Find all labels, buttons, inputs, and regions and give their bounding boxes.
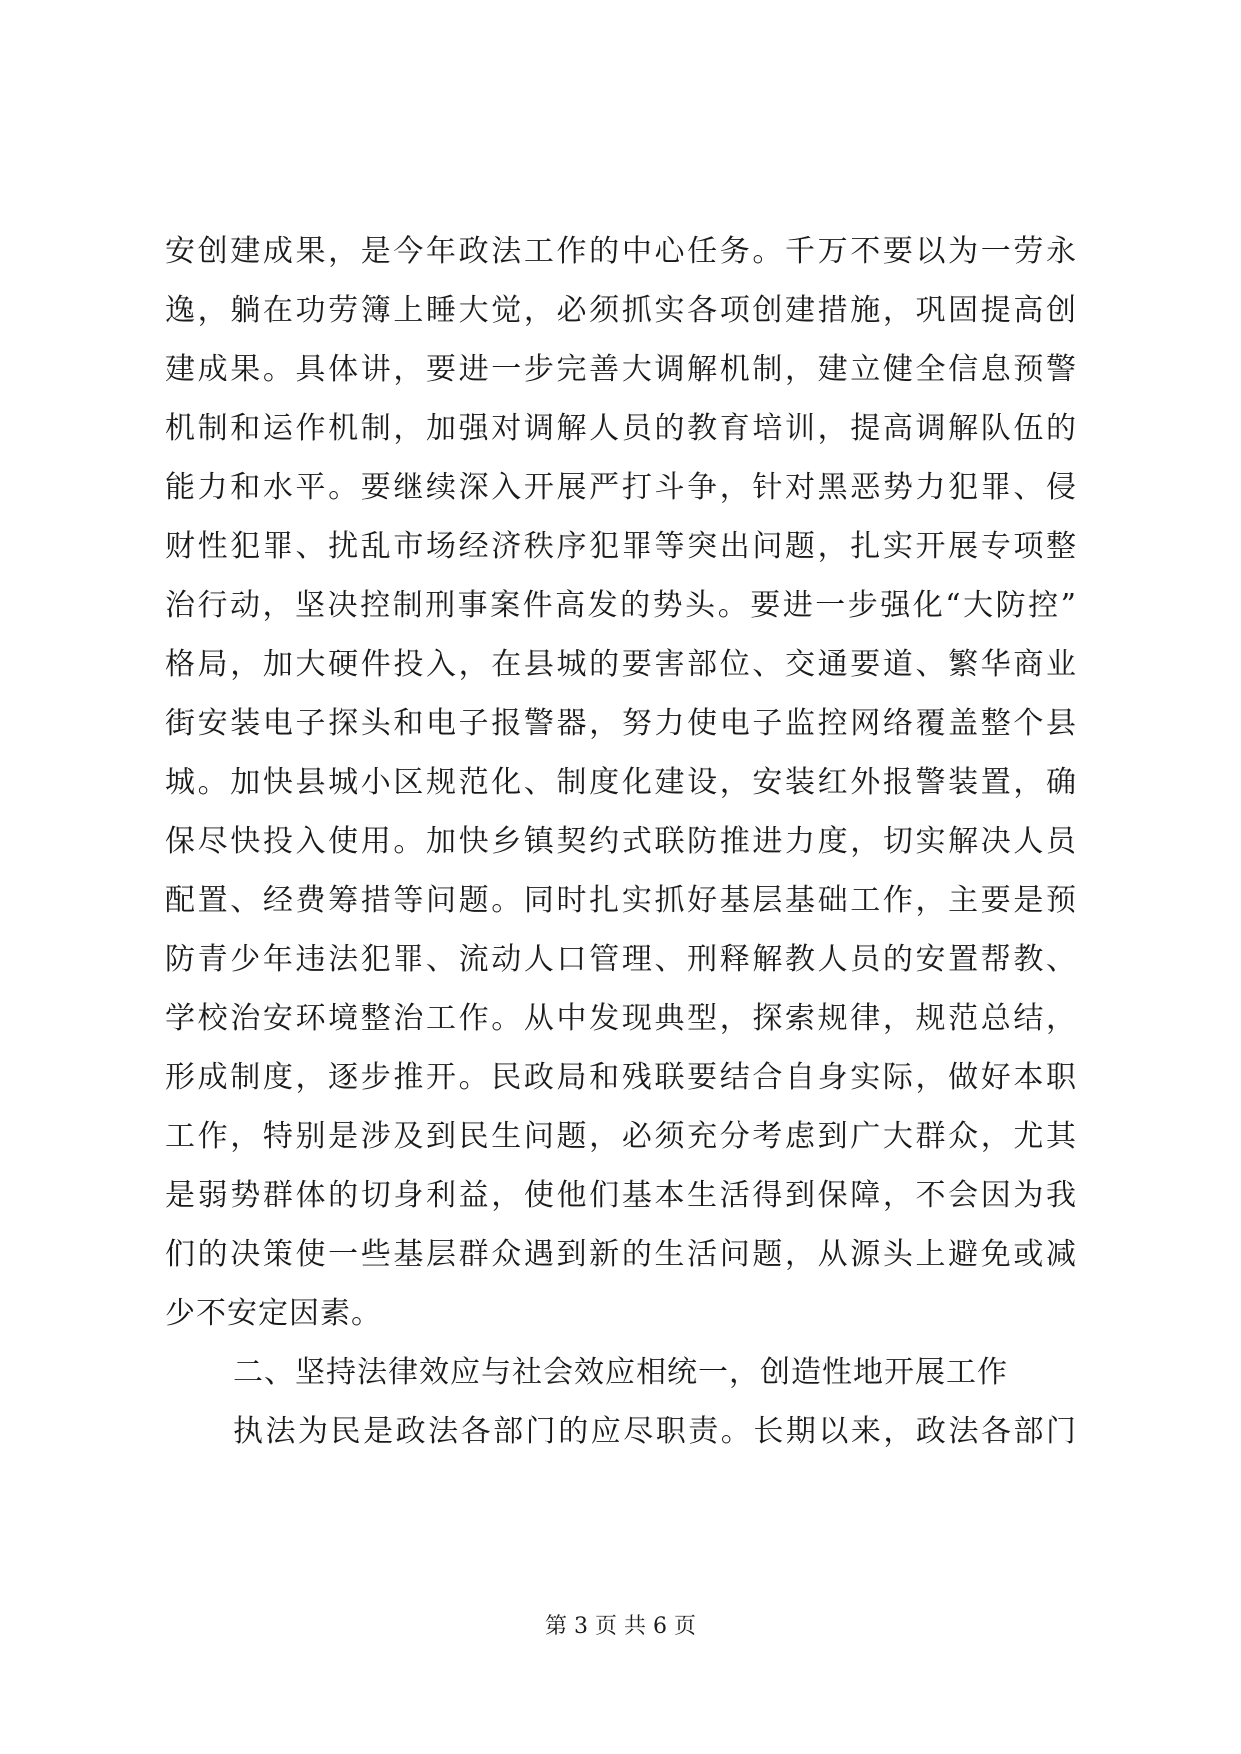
text-line: 安创建成果，是今年政法工作的中心任务。千万不要以为一劳永 xyxy=(165,234,1077,269)
text-line: 们的决策使一些基层群众遇到新的生活问题，从源头上避免或减 xyxy=(165,1237,1077,1272)
text-line: 街安装电子探头和电子报警器，努力使电子监控网络覆盖整个县 xyxy=(165,706,1077,741)
text-line: 执法为民是政法各部门的应尽职责。长期以来，政法各部门 xyxy=(233,1414,1077,1449)
text-line: 治行动，坚决控制刑事案件高发的势头。要进一步强化“大防控” xyxy=(165,588,1077,623)
text-line: 能力和水平。要继续深入开展严打斗争，针对黑恶势力犯罪、侵 xyxy=(165,470,1077,505)
page-footer: 第 3 页 共 6 页 xyxy=(545,1614,696,1639)
text-line: 形成制度，逐步推开。民政局和残联要结合自身实际，做好本职 xyxy=(165,1060,1077,1095)
text-line: 少不安定因素。 xyxy=(165,1296,382,1331)
text-line: 配置、经费筹措等问题。同时扎实抓好基层基础工作，主要是预 xyxy=(165,883,1077,918)
text-line: 建成果。具体讲，要进一步完善大调解机制，建立健全信息预警 xyxy=(165,352,1077,387)
document-body xyxy=(165,222,1077,1461)
text-line: 机制和运作机制，加强对调解人员的教育培训，提高调解队伍的 xyxy=(165,411,1077,446)
text-line: 防青少年违法犯罪、流动人口管理、刑释解教人员的安置帮教、 xyxy=(165,942,1077,977)
text-line: 工作，特别是涉及到民生问题，必须充分考虑到广大群众，尤其 xyxy=(165,1119,1077,1154)
paragraph xyxy=(165,222,1077,1343)
text-line: 是弱势群体的切身利益，使他们基本生活得到保障，不会因为我 xyxy=(165,1178,1077,1213)
section-heading: 二、坚持法律效应与社会效应相统一，创造性地开展工作 xyxy=(233,1355,1008,1390)
text-line: 逸，躺在功劳簿上睡大觉，必须抓实各项创建措施，巩固提高创 xyxy=(165,293,1077,328)
text-line: 城。加快县城小区规范化、制度化建设，安装红外报警装置，确 xyxy=(165,765,1077,800)
text-line: 保尽快投入使用。加快乡镇契约式联防推进力度，切实解决人员 xyxy=(165,824,1077,859)
text-line: 格局，加大硬件投入，在县城的要害部位、交通要道、繁华商业 xyxy=(165,647,1077,682)
text-line: 财性犯罪、扰乱市场经济秩序犯罪等突出问题，扎实开展专项整 xyxy=(165,529,1077,564)
text-line: 学校治安环境整治工作。从中发现典型，探索规律，规范总结， xyxy=(165,1001,1077,1036)
